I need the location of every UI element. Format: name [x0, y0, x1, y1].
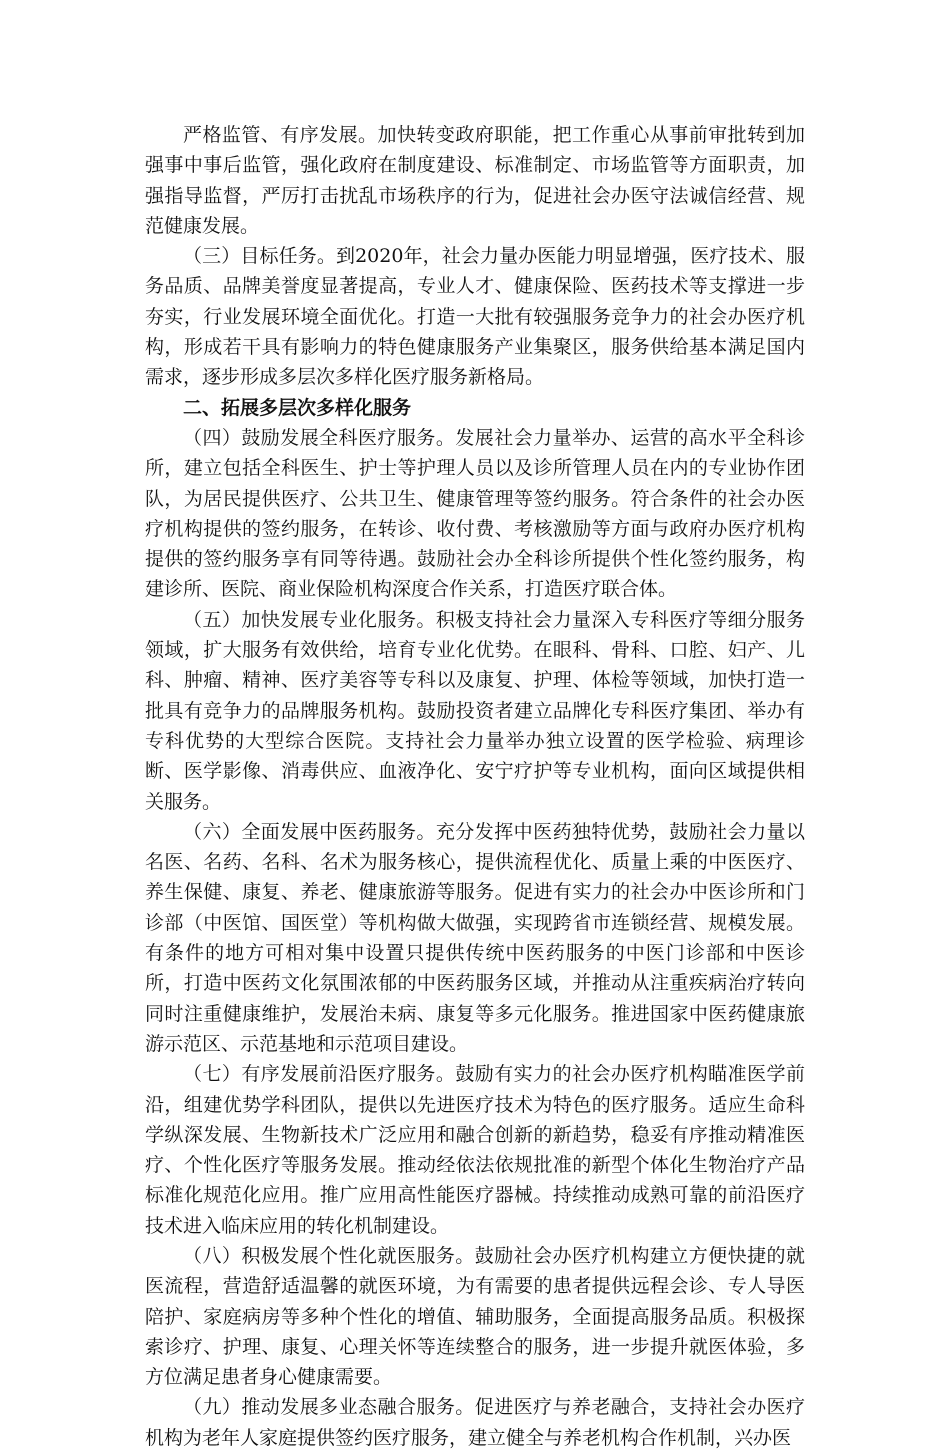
section-lead: （三）目标任务。	[183, 245, 336, 268]
paragraph-personalized	[145, 1241, 805, 1392]
section-heading: 二、拓展多层次多样化服务	[183, 396, 412, 419]
paragraph-general-practice	[145, 423, 805, 605]
paragraph-text: 鼓励社会办医疗机构建立方便快捷的就医流程，营造舒适温馨的就医环境，为有需要的患者提供远程会诊、专人导医陪护、家庭病房等多种个性化的增值、辅助服务，全面提高服务品质。积极探索诊疗、护理、康复、心理关怀等连续整合的服务，进一步提升就医体验，多方位满足患者身心健康需要。	[145, 1244, 805, 1389]
paragraph-integration	[145, 1392, 805, 1453]
paragraph-text: 严格监管、有序发展。加快转变政府职能，把工作重心从事前审批转到加强事中事后监管，强化政府在制度建设、标准制定、市场监管等方面职责，加强指导监督，严厉打击扰乱市场秩序的行为，促进社会办医守法诚信经营、规范健康发展。	[145, 124, 805, 237]
paragraph-text: 到2020年，社会力量办医能力明显增强，医疗技术、服务品质、品牌美誉度显著提高，专业人才、健康保险、医药技术等支撑进一步夯实，行业发展环境全面优化。打造一大批有较强服务竞争力的社会办医疗机构，形成若干具有影响力的特色健康服务产业集聚区，服务供给基本满足国内需求，逐步形成多层次多样化医疗服务新格局。	[145, 245, 805, 389]
section-lead: （四）鼓励发展全科医疗服务。	[183, 426, 456, 449]
section-lead: （六）全面发展中医药服务。	[183, 820, 436, 843]
document-page	[145, 120, 805, 1453]
paragraph-specialized	[145, 605, 805, 817]
paragraph-text: 积极支持社会力量深入专科医疗等细分服务领域，扩大服务有效供给，培育专业化优势。在眼科、骨科、口腔、妇产、儿科、肿瘤、精神、医疗美容等专科以及康复、护理、体检等领域，加快打造一批具有竞争力的品牌服务机构。鼓励投资者建立品牌化专科医疗集团、举办有专科优势的大型综合医院。支持社会力量举办独立设置的医学检验、病理诊断、医学影像、消毒供应、血液净化、安宁疗护等专业机构，面向区域提供相关服务。	[145, 608, 805, 813]
paragraph-tcm	[145, 817, 805, 1059]
section-lead: （七）有序发展前沿医疗服务。	[183, 1063, 456, 1086]
section-lead: （五）加快发展专业化服务。	[183, 608, 436, 631]
paragraph-text: 充分发挥中医药独特优势，鼓励社会力量以名医、名药、名科、名术为服务核心，提供流程优化、质量上乘的中医医疗、养生保健、康复、养老、健康旅游等服务。促进有实力的社会办中医诊所和门诊部（中医馆、国医堂）等机构做大做强，实现跨省市连锁经营、规模发展。有条件的地方可相对集中设置只提供传统中医药服务的中医门诊部和中医诊所，打造中医药文化氛围浓郁的中医药服务区域，并推动从注重疾病治疗转向同时注重健康维护，发展治未病、康复等多元化服务。推进国家中医药健康旅游示范区、示范基地和示范项目建设。	[145, 820, 805, 1055]
section-lead: （九）推动发展多业态融合服务。	[183, 1396, 475, 1419]
paragraph-frontier	[145, 1059, 805, 1241]
paragraph-supervision	[145, 120, 805, 241]
paragraph-text: 鼓励有实力的社会办医疗机构瞄准医学前沿，组建优势学科团队，提供以先进医疗技术为特色的医疗服务。适应生命科学纵深发展、生物新技术广泛应用和融合创新的新趋势，稳妥有序推动精准医疗、个性化医疗等服务发展。推动经依法依规批准的新型个体化生物治疗产品标准化规范化应用。推广应用高性能医疗器械。持续推动成熟可靠的前沿医疗技术进入临床应用的转化机制建设。	[145, 1063, 805, 1237]
section-lead: （八）积极发展个性化就医服务。	[183, 1244, 475, 1267]
paragraph-text: 促进医疗与养老融合，支持社会办医疗机构为老年人家庭提供签约医疗服务，建立健全与养老机构合作机制，兴办医	[145, 1396, 805, 1449]
paragraph-text: 发展社会力量举办、运营的高水平全科诊所，建立包括全科医生、护士等护理人员以及诊所管理人员在内的专业协作团队，为居民提供医疗、公共卫生、健康管理等签约服务。符合条件的社会办医疗机构提供的签约服务，在转诊、收付费、考核激励等方面与政府办医疗机构提供的签约服务享有同等待遇。鼓励社会办全科诊所提供个性化签约服务，构建诊所、医院、商业保险机构深度合作关系，打造医疗联合体。	[145, 426, 805, 601]
paragraph-goal-tasks	[145, 241, 805, 392]
